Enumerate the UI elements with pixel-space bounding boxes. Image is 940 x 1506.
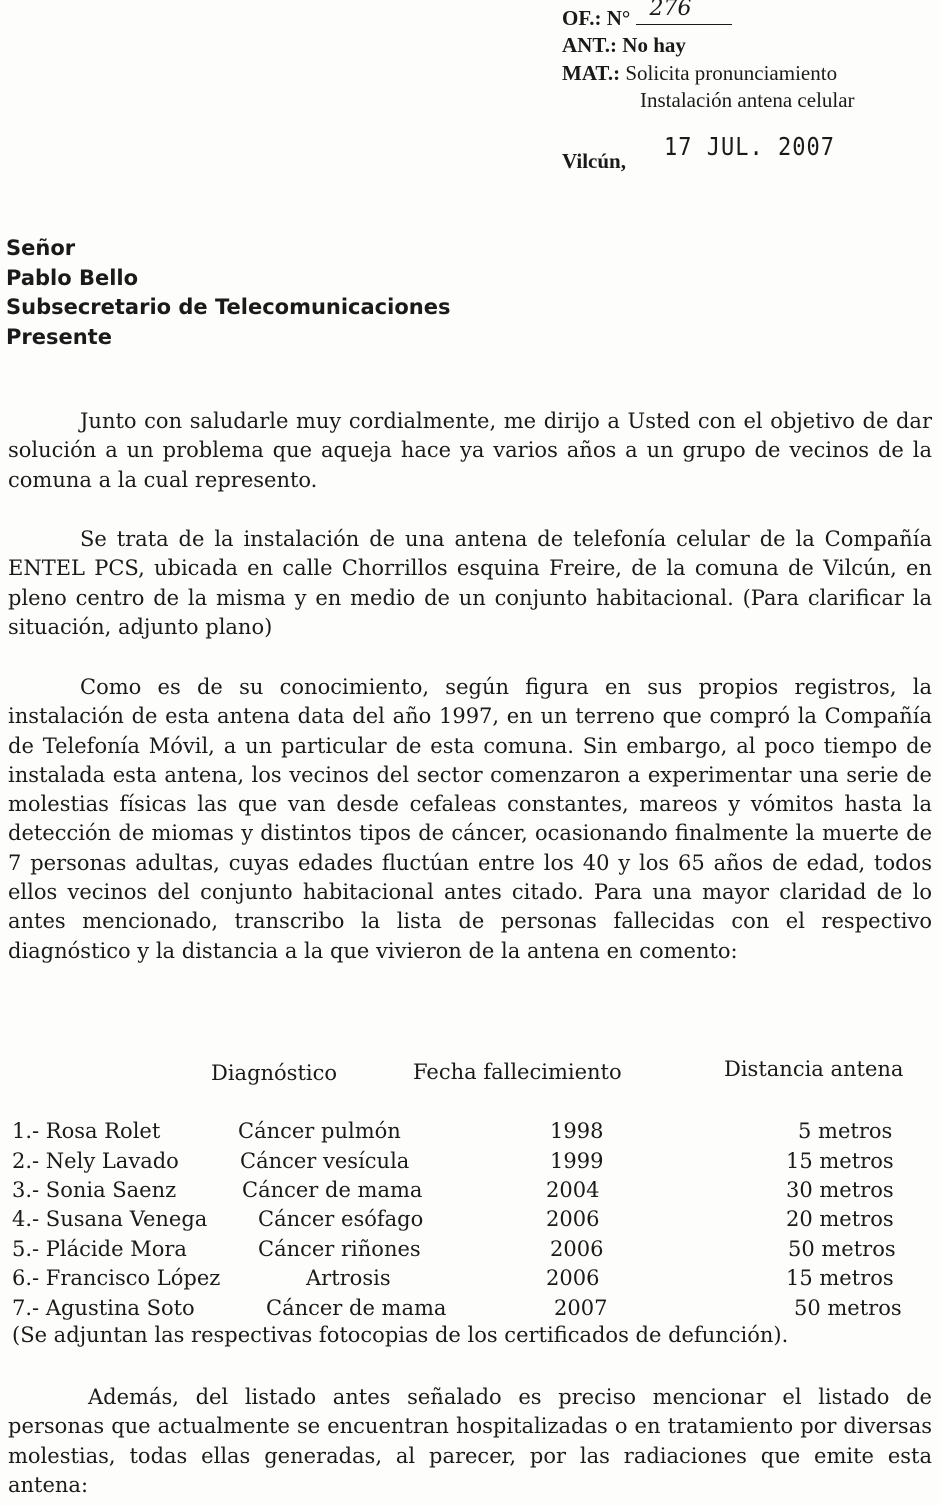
- row-distance: 50 metros: [788, 1237, 896, 1261]
- paragraph-4: [8, 1383, 932, 1500]
- table-row: [12, 1266, 932, 1295]
- table-row: [12, 1237, 932, 1266]
- table-row: [12, 1296, 932, 1325]
- row-diagnosis: Cáncer de mama: [266, 1296, 447, 1320]
- row-diagnosis: Cáncer de mama: [242, 1178, 423, 1202]
- table-header-diagnosis: Diagnóstico: [211, 1061, 338, 1085]
- row-name: 7.- Agustina Soto: [12, 1296, 195, 1320]
- subject-text-line1: Solicita pronunciamiento: [625, 61, 838, 85]
- date-stamp: 17 JUL. 2007: [664, 133, 835, 162]
- antecedent-label: ANT.:: [562, 33, 618, 57]
- row-name: 5.- Plácide Mora: [12, 1237, 187, 1261]
- antecedent-value: No hay: [622, 33, 686, 57]
- row-name: 1.- Rosa Rolet: [12, 1119, 161, 1143]
- row-diagnosis: Artrosis: [306, 1266, 391, 1290]
- row-name: 4.- Susana Venega: [12, 1207, 208, 1231]
- paragraph-1: [8, 407, 932, 495]
- row-diagnosis: Cáncer vesícula: [240, 1149, 410, 1173]
- place-label: Vilcún,: [562, 149, 626, 173]
- table-row: [12, 1119, 932, 1148]
- row-year: 2006: [550, 1237, 604, 1261]
- table-header-distance: Distancia antena: [724, 1057, 904, 1081]
- table-row: [12, 1149, 932, 1178]
- row-distance: 5 metros: [798, 1119, 893, 1143]
- recipient-salutation: Señor: [6, 236, 76, 260]
- row-distance: 50 metros: [794, 1296, 902, 1320]
- row-year: 2006: [546, 1266, 600, 1290]
- row-distance: 30 metros: [786, 1178, 894, 1202]
- row-diagnosis: Cáncer riñones: [258, 1237, 421, 1261]
- paragraph-2: [8, 525, 932, 642]
- paragraph-3: [8, 673, 932, 966]
- table-header-death-date: Fecha fallecimiento: [413, 1060, 622, 1084]
- row-distance: 15 metros: [786, 1149, 894, 1173]
- attachment-note: (Se adjuntan las respectivas fotocopias de los certificados de defunción).: [12, 1323, 789, 1347]
- recipient-name: Pablo Bello: [6, 265, 139, 290]
- row-year: 1999: [550, 1149, 604, 1173]
- row-distance: 15 metros: [786, 1266, 894, 1290]
- recipient-title: Subsecretario de Telecomunicaciones: [6, 295, 451, 320]
- paragraph-4-text: Además, del listado antes señalado es preciso mencionar el listado de personas que actualmente se encuentran hospitalizadas o en tratamiento por diversas molestias, todas ellas generadas, al parecer, por las radiaciones que emite esta antena:: [8, 1385, 932, 1497]
- subject-text-line2: Instalación antena celular: [640, 88, 855, 112]
- row-name: 2.- Nely Lavado: [12, 1149, 179, 1173]
- paragraph-2-text: Se trata de la instalación de una antena de telefonía celular de la Compañía ENTEL PCS, ubicada en calle Chorrillos esquina Freire, de la comuna de Vilcún, en pleno centro de la misma y en medio de un conjunto habitacional. (Para clarificar la situación, adjunto plano): [8, 527, 932, 639]
- paragraph-3-text: Como es de su conocimiento, según figura en sus propios registros, la instalación de esta antena data del año 1997, en un terreno que compró la Compañía de Telefonía Móvil, a un particular de esta comuna. Sin embargo, al poco tiempo de instalada esta antena, los vecinos del sector comenzaron a experimentar una serie de molestias físicas las que van desde cefaleas constantes, mareos y vómitos hasta la detección de miomas y distintos tipos de cáncer, ocasionando finalmente la muerte de 7 personas adultas, cuyas edades fluctúan entre los 40 y los 65 años de edad, todos ellos vecinos del conjunto habitacional antes citado. Para una mayor claridad de lo antes mencionado, transcribo la lista de personas fallecidas con el respectivo diagnóstico y la distancia a la que vivieron de la antena en comento:: [8, 675, 932, 963]
- row-diagnosis: Cáncer pulmón: [238, 1119, 401, 1143]
- subject-line: [562, 60, 837, 86]
- paragraph-1-text: Junto con saludarle muy cordialmente, me dirijo a Usted con el objetivo de dar solución a un problema que aqueja hace ya varios años a un grupo de vecinos de la comuna a la cual represento.: [8, 409, 932, 492]
- antecedent-line: [562, 32, 686, 58]
- row-year: 2006: [546, 1207, 600, 1231]
- row-distance: 20 metros: [786, 1207, 894, 1231]
- row-name: 6.- Francisco López: [12, 1266, 221, 1290]
- row-year: 2007: [554, 1296, 608, 1320]
- office-number-field: [636, 0, 732, 25]
- row-diagnosis: Cáncer esófago: [258, 1207, 424, 1231]
- table-row: [12, 1178, 932, 1207]
- subject-label: MAT.:: [562, 61, 621, 85]
- office-number-line: [562, 0, 732, 31]
- office-number-handwritten: 276: [649, 0, 692, 21]
- recipient-block: [6, 234, 450, 352]
- row-year: 1998: [550, 1119, 604, 1143]
- office-number-label: OF.: N°: [562, 6, 631, 30]
- table-row: [12, 1207, 932, 1236]
- row-year: 2004: [546, 1178, 600, 1202]
- row-name: 3.- Sonia Saenz: [12, 1178, 177, 1202]
- recipient-presente: Presente: [6, 324, 112, 349]
